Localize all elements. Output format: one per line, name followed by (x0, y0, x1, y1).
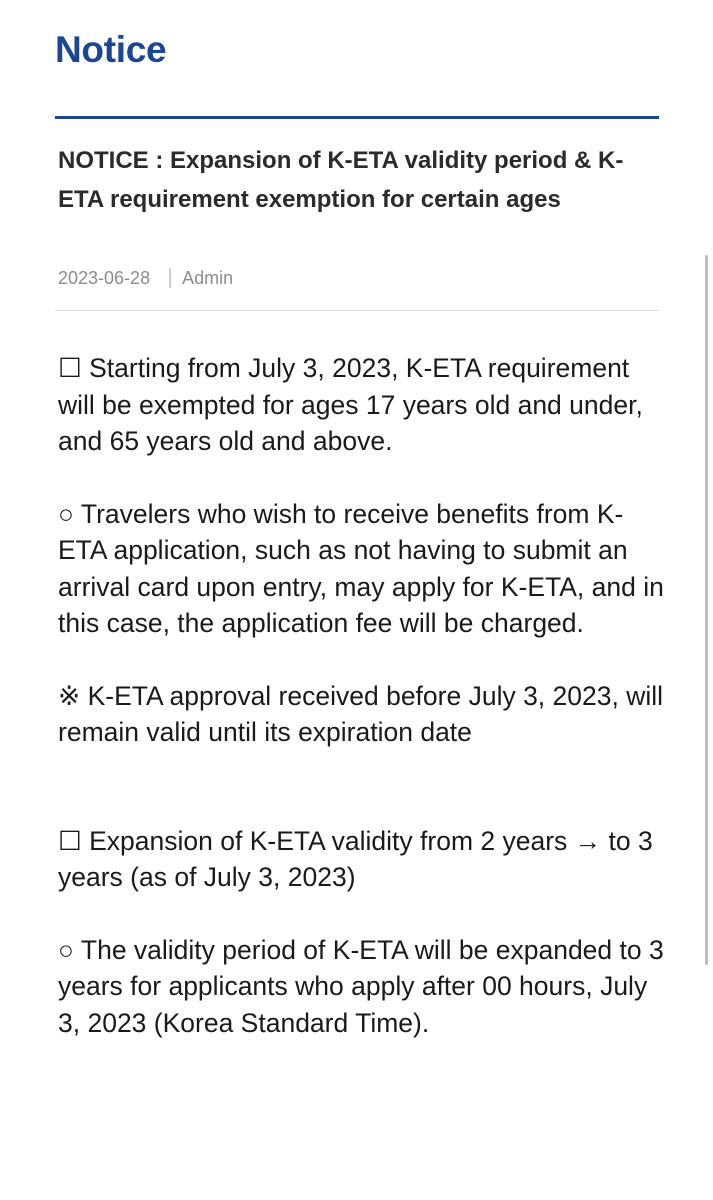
meta-divider (55, 310, 659, 311)
notice-author: Admin (182, 267, 234, 288)
title-divider (55, 116, 659, 119)
notice-title: NOTICE : Expansion of K-ETA validity period & K-ETA requirement exemption for certain ages (58, 147, 624, 213)
notice-paragraph: ○ Travelers who wish to receive benefits from K-ETA application, such as not having to submit an arrival card upon entry, may apply for K-ETA, and in this case, the application fee will be charged. (58, 498, 664, 638)
notice-paragraph: ☐ Starting from July 3, 2023, K-ETA requirement will be exempted for ages 17 years old and under, and 65 years old and above. (58, 353, 643, 456)
notice-body (58, 350, 664, 1077)
notice-paragraph: ※ K-ETA approval received before July 3, 2023, will remain valid until its expiration date (58, 680, 664, 747)
page-title: Notice (55, 29, 167, 70)
notice-date: 2023-06-28 (58, 267, 151, 288)
notice-paragraph: ○ The validity period of K-ETA will be expanded to 3 years for applicants who apply after 00 hours, July 3, 2023 (Korea Standard Time). (58, 934, 664, 1038)
notice-meta (58, 266, 233, 290)
notice-paragraph: ☐ Expansion of K-ETA validity from 2 years → to 3 years (as of July 3, 2023) (58, 825, 653, 892)
scrollbar[interactable] (705, 255, 708, 965)
meta-separator (169, 268, 171, 288)
